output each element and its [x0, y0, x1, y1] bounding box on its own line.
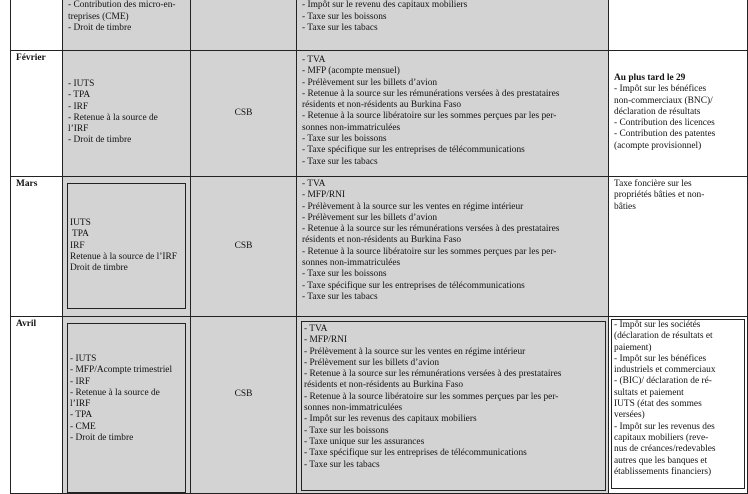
list-item: - MFP/RNI	[304, 335, 605, 346]
list-item: - Taxe sur les boissons	[304, 426, 605, 437]
list-item: - Impôt sur le revenu des capitaux mobiliers	[302, 0, 606, 11]
list-item: - Contribution des micro-en-	[68, 0, 188, 11]
list-item: établissements financiers)	[614, 467, 744, 478]
table-row-fevrier	[11, 51, 748, 177]
month-cell	[11, 317, 63, 494]
list-item: - MFP/Acompte trimestriel	[70, 365, 185, 376]
list-item: - IRF	[70, 377, 185, 388]
list-item: l’IRF	[70, 399, 185, 410]
list-item: résidents et non-résidents au Burkina Faso	[302, 100, 606, 111]
list-item: - Contribution des licences	[614, 118, 745, 129]
list-item: - (BIC)/ déclaration de ré-	[614, 376, 744, 387]
list-item: l’IRF	[68, 124, 188, 135]
list-item: - Taxe unique sur les assurances	[304, 437, 605, 448]
col3-cell	[191, 317, 297, 494]
list-item: (acompte provisionnel)	[614, 141, 745, 152]
list-item: - IRF	[68, 102, 188, 113]
list-item: sonnes non-immatriculées	[304, 403, 605, 414]
list-item: - Taxe spécifique sur les entreprises de télécommunications	[302, 145, 606, 156]
list-item: Taxe foncière sur les	[614, 179, 745, 190]
list-item: autres que les banques et	[614, 456, 744, 467]
col2-list	[63, 0, 191, 51]
list-item: (déclaration de résultats et	[614, 331, 744, 342]
list-item: - Taxe sur les boissons	[302, 12, 606, 23]
list-item: sultats et paiement	[614, 388, 744, 399]
list-item: IUTS (état des sommes	[614, 399, 744, 410]
csb-label: CSB	[191, 317, 296, 400]
list-item: - TVA	[304, 324, 605, 335]
list-item: - Taxe sur les tabacs	[302, 292, 606, 303]
list-item: déclaration de résultats	[614, 107, 745, 118]
month-cell	[11, 51, 63, 177]
list-item: versées)	[614, 410, 744, 421]
list-item: - Impôt sur les bénéfices	[614, 354, 744, 365]
list-item: - Prélèvement à la source sur les ventes en régime intérieur	[304, 347, 605, 358]
list-item: - Retenue à la source libératoire sur les sommes perçues par les per-	[304, 392, 605, 403]
list-item: - Impôt sur les sociétés	[614, 320, 744, 331]
tax-calendar-table	[10, 0, 748, 494]
col4-list	[297, 177, 609, 317]
list-item: treprises (CME)	[68, 12, 188, 23]
list-item: - Droit de timbre	[70, 433, 185, 444]
month-label: Mars	[11, 177, 62, 190]
list-item: - MFP/RNI	[302, 190, 606, 201]
list-item: bâties	[614, 202, 745, 213]
list-item: - TVA	[302, 179, 606, 190]
list-item: - IUTS	[70, 354, 185, 365]
list-item: - Taxe spécifique sur les entreprises de télécommunications	[302, 281, 606, 292]
list-item: industriels et commerciaux	[614, 365, 744, 376]
list-item: - IUTS	[68, 79, 188, 90]
month-cell	[11, 0, 63, 51]
list-item: résidents et non-résidents au Burkina Faso	[302, 235, 606, 246]
col4-inner-box	[301, 321, 606, 491]
list-item: - Retenue à la source libératoire sur les sommes perçues par les per-	[302, 247, 606, 258]
list-item: - Taxe sur les tabacs	[302, 23, 606, 34]
list-item: - Taxe sur les tabacs	[302, 157, 606, 168]
list-item: - Taxe sur les boissons	[302, 269, 606, 280]
col5-list	[609, 177, 748, 317]
col4-list	[297, 0, 609, 51]
list-item: - Contribution des patentes	[614, 129, 745, 140]
col5-inner-box	[611, 319, 745, 489]
col4-list	[297, 51, 609, 177]
col5-cell	[609, 0, 748, 51]
list-item: - Retenue à la source libératoire sur les sommes perçues par les per-	[302, 111, 606, 122]
deadline-title: Au plus tard le 29	[614, 73, 745, 84]
list-item: - Prélèvement sur les billets d’avion	[304, 358, 605, 369]
list-item: - Taxe sur les tabacs	[304, 460, 605, 471]
col3-cell	[191, 0, 297, 51]
table-row-mars	[11, 177, 748, 317]
list-item: - Prélèvement sur les billets d’avion	[302, 213, 606, 224]
list-item: nus de créances/redevables	[614, 444, 744, 455]
list-item: sonnes non-immatriculées	[302, 258, 606, 269]
table-row-avril	[11, 317, 748, 494]
list-item: - TPA	[70, 410, 185, 421]
list-item: - Droit de timbre	[68, 135, 188, 146]
list-item: - TVA	[302, 55, 606, 66]
list-item: - Prélèvement à la source sur les ventes en régime intérieur	[302, 202, 606, 213]
list-item: - Impôt sur les revenus des capitaux mobiliers	[304, 414, 605, 425]
list-item: IUTS	[70, 218, 185, 229]
col2-inner-box	[67, 183, 186, 309]
col3-cell	[191, 51, 297, 177]
list-item: Retenue à la source de l’IRF	[70, 252, 185, 263]
list-item: IRF	[70, 241, 185, 252]
table-row-janvier-continued	[11, 0, 748, 51]
list-item: résidents et non-résidents au Burkina Faso	[304, 380, 605, 391]
list-item: paiement)	[614, 343, 744, 354]
list-item: TPA	[70, 229, 185, 240]
col2-list	[63, 177, 191, 317]
col5-list	[609, 317, 748, 494]
list-item: - Retenue à la source sur les rémunérations versées à des prestataires	[304, 369, 605, 380]
list-item: - MFP (acompte mensuel)	[302, 66, 606, 77]
list-item: non-commerciaux (BNC)/	[614, 96, 745, 107]
col2-list	[63, 317, 191, 494]
list-item: - Impôt sur les revenus des	[614, 422, 744, 433]
list-item: - Taxe spécifique sur les entreprises de télécommunications	[304, 448, 605, 459]
csb-label: CSB	[235, 241, 253, 251]
list-item: propriétés bâties et non-	[614, 190, 745, 201]
list-item: - Retenue à la source sur les rémunérations versées à des prestataires	[302, 89, 606, 100]
col5-list	[609, 51, 748, 177]
col2-inner-box	[67, 323, 186, 493]
list-item: - Droit de timbre	[68, 23, 188, 34]
list-item: - Prélèvement sur les billets d’avion	[302, 78, 606, 89]
col3-cell	[191, 177, 297, 317]
csb-label: CSB	[235, 108, 253, 118]
list-item: - Impôt sur les bénéfices	[614, 84, 745, 95]
month-label: Avril	[11, 317, 62, 330]
list-item: - TPA	[68, 90, 188, 101]
list-item: - Retenue à la source sur les rémunérations versées à des prestataires	[302, 224, 606, 235]
list-item: - CME	[70, 422, 185, 433]
month-cell	[11, 177, 63, 317]
month-label: Février	[11, 51, 62, 64]
list-item: - Retenue à la source de	[68, 113, 188, 124]
list-item: Droit de timbre	[70, 263, 185, 274]
list-item: - Retenue à la source de	[70, 388, 185, 399]
list-item: sonnes non-immatriculées	[302, 123, 606, 134]
col4-list	[297, 317, 609, 494]
col2-list	[63, 51, 191, 177]
list-item: capitaux mobiliers (reve-	[614, 433, 744, 444]
list-item: - Taxe sur les boissons	[302, 134, 606, 145]
